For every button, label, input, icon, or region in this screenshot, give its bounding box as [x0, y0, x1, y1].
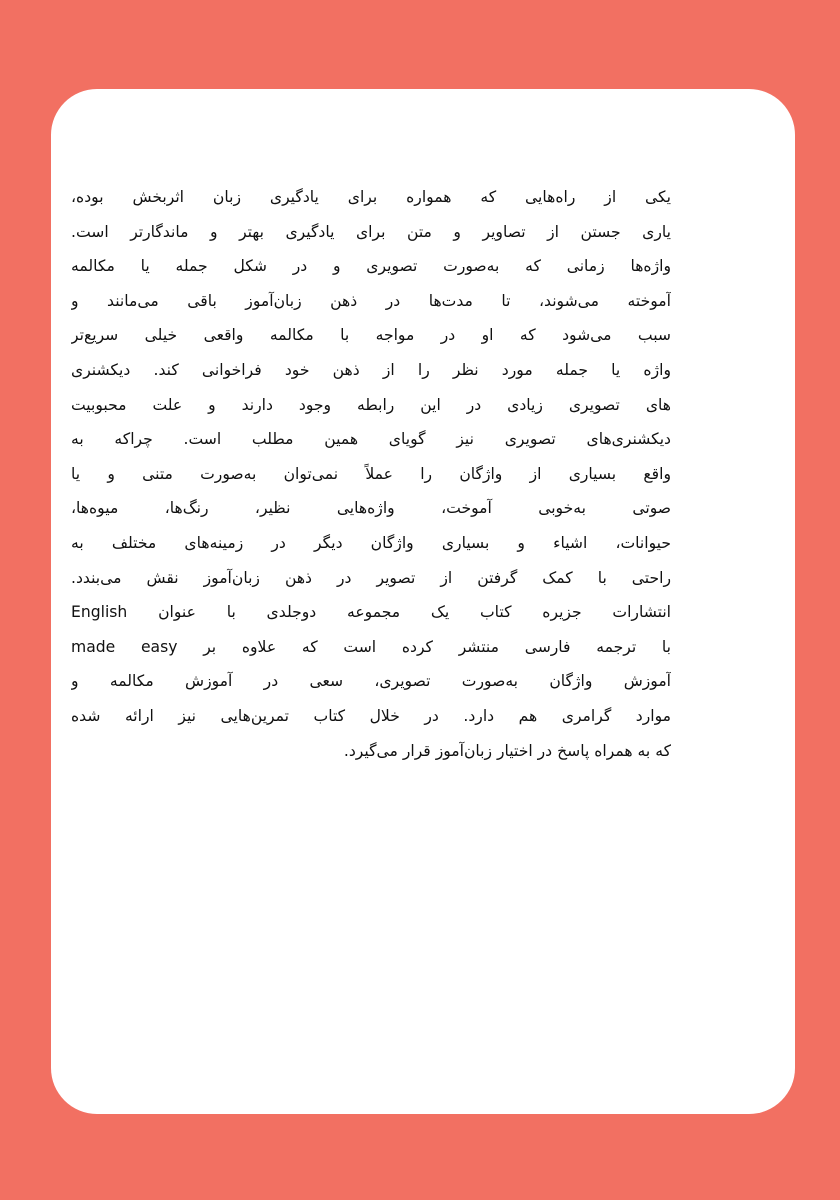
body-line: آموزش واژگان به‌صورت تصویری، سعی در آموزش مکالمه و — [71, 672, 671, 691]
body-line: های تصویری زیادی در این رابطه وجود دارند و علت محبوبیت — [71, 395, 671, 414]
body-line: واژه‌ها زمانی که به‌صورت تصویری و در شکل جمله یا مکالمه — [71, 257, 671, 276]
body-line: صوتی به‌خوبی آموخت، واژه‌هایی نظیر، رنگ‌ها، میوه‌ها، — [71, 499, 671, 518]
body-line: موارد گرامری هم دارد. در خلال کتاب تمرین‌هایی نیز ارائه شده — [71, 706, 671, 725]
body-text — [71, 180, 671, 768]
body-line: که به همراه پاسخ در اختیار زبان‌آموز قرار می‌گیرد. — [343, 741, 671, 760]
body-line: سبب می‌شود که او در مواجه با مکالمه واقعی خیلی سریع‌تر — [71, 326, 671, 345]
body-line: حیوانات، اشیاء و بسیاری واژگان دیگر در زمینه‌های مختلف به — [71, 533, 671, 552]
body-line: واقع بسیاری از واژگان را عملاً نمی‌توان به‌صورت متنی و یا — [71, 464, 671, 483]
body-line: دیکشنری‌های تصویری نیز گویای همین مطلب است. چراکه به — [71, 430, 671, 449]
body-line: واژه یا جمله مورد نظر را از ذهن خود فراخوانی کند. دیکشنری — [71, 360, 671, 379]
body-line: راحتی با کمک گرفتن از تصویر در ذهن زبان‌آموز نقش می‌بندد. — [71, 568, 671, 587]
body-line: آموخته می‌شوند، تا مدت‌ها در ذهن زبان‌آموز باقی می‌مانند و — [71, 291, 671, 310]
body-line: یکی از راه‌هایی که همواره برای یادگیری زبان اثربخش بوده، — [71, 188, 671, 206]
body-line: یاری جستن از تصاویر و متن برای یادگیری بهتر و ماندگارتر است. — [71, 222, 671, 241]
body-line: made easy با ترجمه فارسی منتشر کرده است که علاوه بر — [71, 637, 671, 656]
body-line: انتشارات جزیره کتاب یک مجموعه دوجلدی با عنوان English — [71, 603, 671, 622]
